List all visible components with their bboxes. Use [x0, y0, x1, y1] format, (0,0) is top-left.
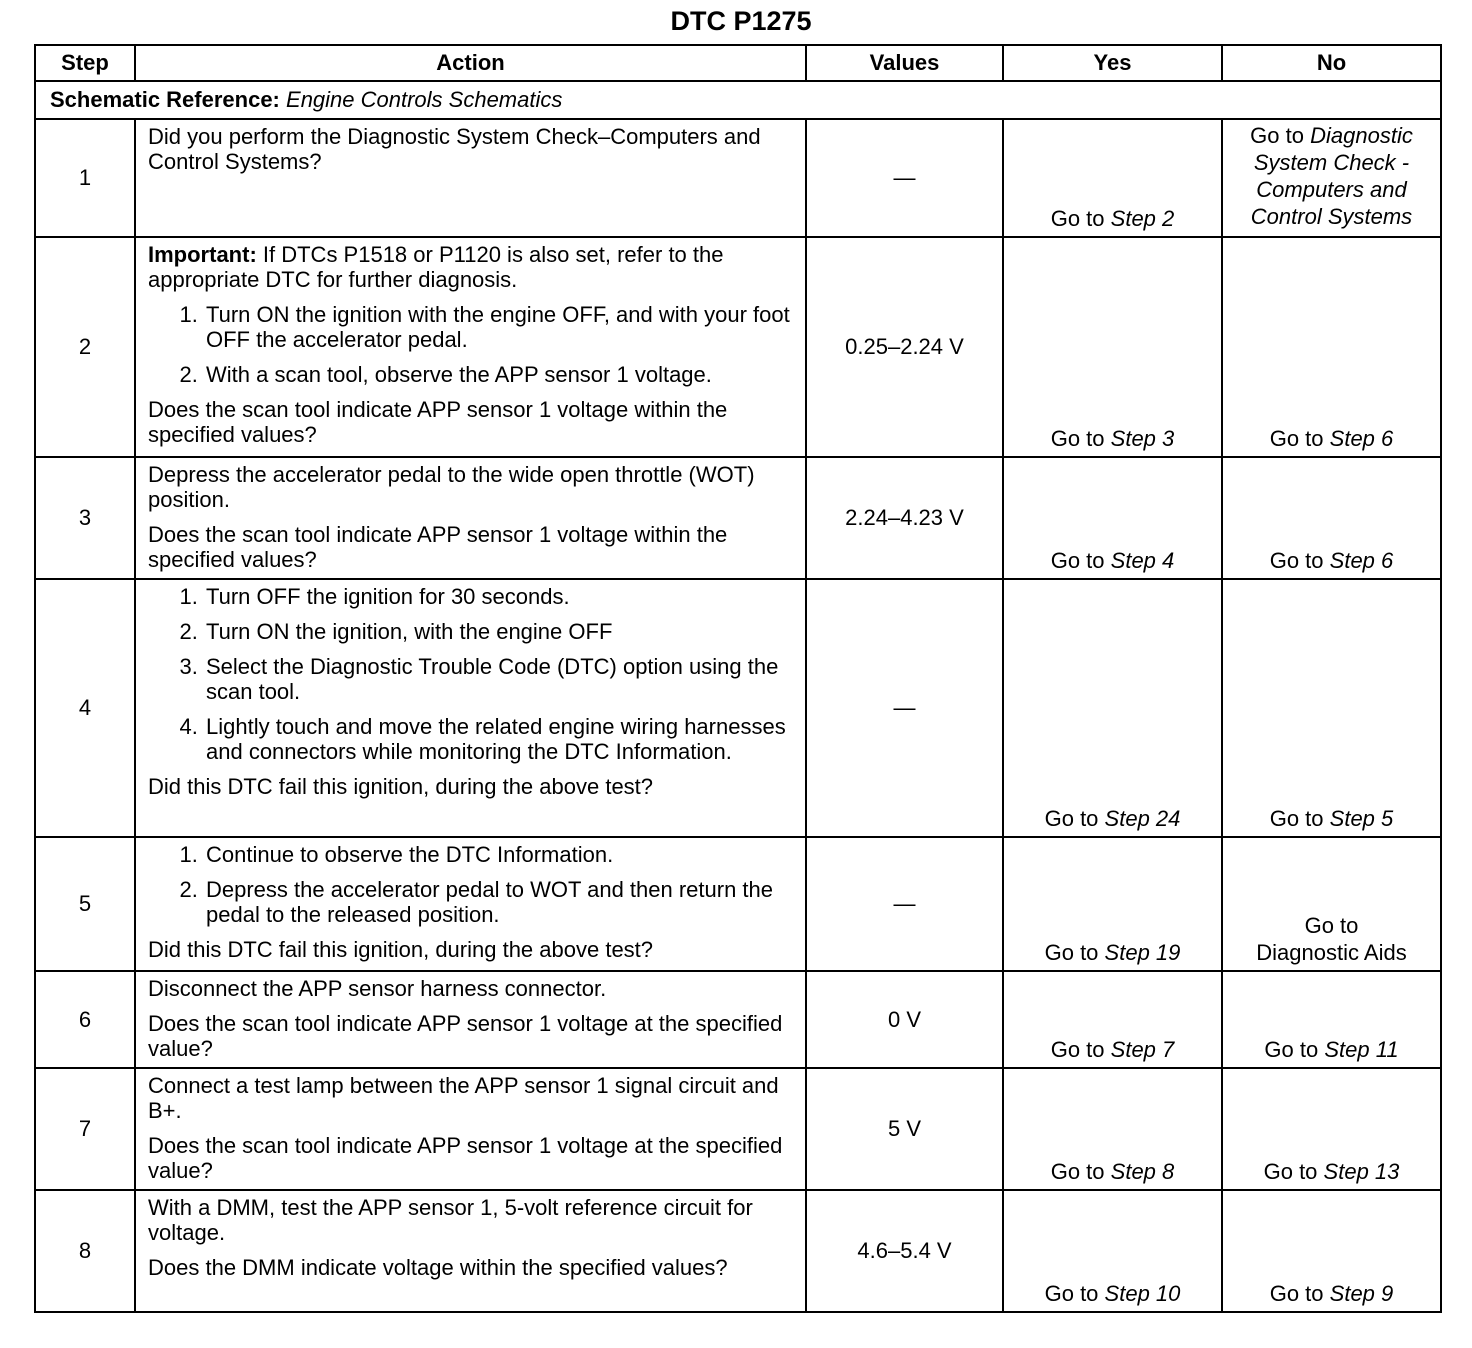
no-link[interactable]: Step 6: [1329, 548, 1394, 573]
yes-cell: [1003, 837, 1222, 971]
no-cell: [1222, 1068, 1441, 1190]
value-cell: 0.25–2.24 V: [806, 237, 1003, 457]
list-item: 1. Turn OFF the ignition for 30 seconds.: [204, 584, 795, 609]
value-cell: 2.24–4.23 V: [806, 457, 1003, 579]
go-to-label: Go to: [1050, 206, 1105, 231]
value-cell: —: [806, 579, 1003, 837]
table-row: [35, 971, 1441, 1068]
go-to-label: Go to: [1269, 806, 1324, 831]
step-number: 1: [35, 119, 135, 237]
procedure-list: [148, 842, 795, 927]
no-cell: [1222, 457, 1441, 579]
list-item: 4. Lightly touch and move the related engine wiring harnesses and connectors while monitoring the DTC Information.: [204, 714, 795, 764]
list-item: 2. Depress the accelerator pedal to WOT and then return the pedal to the released position.: [204, 877, 795, 927]
yes-cell: [1003, 119, 1222, 237]
table-row: [35, 237, 1441, 457]
header-row: [35, 45, 1441, 81]
yes-link[interactable]: Step 7: [1110, 1037, 1175, 1062]
yes-link[interactable]: Step 10: [1104, 1281, 1181, 1306]
no-link-line4[interactable]: Control Systems: [1250, 204, 1413, 229]
no-link-line1[interactable]: Diagnostic: [1310, 123, 1413, 148]
action-question: Does the DMM indicate voltage within the specified values?: [148, 1255, 728, 1280]
yes-cell: [1003, 971, 1222, 1068]
no-link-line2[interactable]: System Check -: [1253, 150, 1410, 175]
action-text: Did you perform the Diagnostic System Check–Computers and Control Systems?: [148, 124, 761, 174]
list-item: 2. With a scan tool, observe the APP sensor 1 voltage.: [204, 362, 795, 387]
action-cell: [135, 237, 806, 457]
schematic-value: Engine Controls Schematics: [286, 87, 563, 112]
action-question: Does the scan tool indicate APP sensor 1 voltage within the specified values?: [148, 397, 728, 447]
go-to-label: Go to: [1269, 548, 1324, 573]
no-link[interactable]: Diagnostic Aids: [1256, 940, 1407, 965]
no-link[interactable]: Step 11: [1324, 1037, 1399, 1062]
table-row: [35, 119, 1441, 237]
header-action: Action: [135, 45, 806, 81]
no-link-line3[interactable]: Computers and: [1256, 177, 1407, 202]
list-item: 1. Continue to observe the DTC Information.: [204, 842, 795, 867]
step-number: 6: [35, 971, 135, 1068]
list-item: 2. Turn ON the ignition, with the engine OFF: [204, 619, 795, 644]
page-title: DTC P1275: [670, 6, 812, 36]
header-step: Step: [35, 45, 135, 81]
go-to-label: Go to: [1269, 1281, 1324, 1306]
table-row: [35, 457, 1441, 579]
action-question: Does the scan tool indicate APP sensor 1 voltage at the specified value?: [148, 1011, 783, 1061]
yes-cell: [1003, 237, 1222, 457]
go-to-label: Go to: [1269, 426, 1324, 451]
diagnostic-table: [34, 44, 1442, 1313]
header-yes: Yes: [1003, 45, 1222, 81]
go-to-label: Go to: [1050, 1159, 1105, 1184]
action-cell: [135, 119, 806, 237]
action-question: Does the scan tool indicate APP sensor 1 voltage at the specified value?: [148, 1133, 783, 1183]
step-number: 2: [35, 237, 135, 457]
no-link[interactable]: Step 6: [1329, 426, 1394, 451]
schematic-row: [35, 81, 1441, 119]
header-values: Values: [806, 45, 1003, 81]
yes-link[interactable]: Step 8: [1110, 1159, 1175, 1184]
table-row: [35, 837, 1441, 971]
no-link[interactable]: Step 9: [1329, 1281, 1394, 1306]
value-cell: —: [806, 837, 1003, 971]
yes-link[interactable]: Step 4: [1110, 548, 1175, 573]
go-to-label: Go to: [1044, 806, 1099, 831]
action-cell: [135, 837, 806, 971]
action-question: Did this DTC fail this ignition, during the above test?: [148, 937, 654, 962]
go-to-label: Go to: [1050, 1037, 1105, 1062]
value-cell: —: [806, 119, 1003, 237]
no-cell: [1222, 237, 1441, 457]
step-number: 5: [35, 837, 135, 971]
step-number: 8: [35, 1190, 135, 1312]
step-number: 3: [35, 457, 135, 579]
important-label: Important:: [148, 242, 257, 267]
go-to-label: Go to: [1044, 1281, 1099, 1306]
action-text: Disconnect the APP sensor harness connector.: [148, 976, 607, 1001]
step-number: 7: [35, 1068, 135, 1190]
action-text: Depress the accelerator pedal to the wide open throttle (WOT) position.: [148, 462, 755, 512]
go-to-label: Go to: [1263, 1159, 1318, 1184]
action-text: Connect a test lamp between the APP sensor 1 signal circuit and B+.: [148, 1073, 779, 1123]
yes-link[interactable]: Step 24: [1104, 806, 1181, 831]
action-cell: [135, 457, 806, 579]
header-no: No: [1222, 45, 1441, 81]
yes-link[interactable]: Step 2: [1110, 206, 1175, 231]
action-question: Does the scan tool indicate APP sensor 1 voltage within the specified values?: [148, 522, 728, 572]
no-link[interactable]: Step 13: [1323, 1159, 1400, 1184]
no-link[interactable]: Step 5: [1329, 806, 1394, 831]
procedure-list: [148, 302, 795, 387]
table-row: [35, 579, 1441, 837]
yes-cell: [1003, 1190, 1222, 1312]
yes-link[interactable]: Step 3: [1110, 426, 1175, 451]
no-cell: [1222, 971, 1441, 1068]
important-note: [148, 242, 795, 292]
important-text: If DTCs P1518 or P1120 is also set, refer to the appropriate DTC for further diagnosis.: [148, 242, 724, 292]
schematic-label: Schematic Reference:: [50, 87, 280, 112]
no-cell: [1222, 119, 1441, 237]
action-question: Did this DTC fail this ignition, during the above test?: [148, 774, 654, 799]
go-to-label: Go to: [1050, 426, 1105, 451]
schematic-reference: [35, 81, 1441, 119]
list-item: 3. Select the Diagnostic Trouble Code (DTC) option using the scan tool.: [204, 654, 795, 704]
action-cell: [135, 971, 806, 1068]
action-cell: [135, 1068, 806, 1190]
go-to-label: Go to: [1264, 1037, 1319, 1062]
value-cell: 4.6–5.4 V: [806, 1190, 1003, 1312]
no-cell: [1222, 1190, 1441, 1312]
value-cell: 0 V: [806, 971, 1003, 1068]
go-to-label: Go to: [1050, 548, 1105, 573]
yes-cell: [1003, 1068, 1222, 1190]
table-row: [35, 1068, 1441, 1190]
yes-link[interactable]: Step 19: [1104, 940, 1181, 965]
value-cell: 5 V: [806, 1068, 1003, 1190]
action-cell: [135, 1190, 806, 1312]
yes-cell: [1003, 457, 1222, 579]
no-cell: [1222, 837, 1441, 971]
action-text: With a DMM, test the APP sensor 1, 5-volt reference circuit for voltage.: [148, 1195, 753, 1245]
yes-cell: [1003, 579, 1222, 837]
go-to-label: Go to: [1044, 940, 1099, 965]
procedure-list: [148, 584, 795, 764]
action-cell: [135, 579, 806, 837]
go-to-label: Go to: [1304, 913, 1359, 938]
no-cell: [1222, 579, 1441, 837]
list-item: 1. Turn ON the ignition with the engine OFF, and with your foot OFF the accelerator pedal.: [204, 302, 795, 352]
table-row: [35, 1190, 1441, 1312]
go-to-label: Go to: [1250, 123, 1304, 148]
step-number: 4: [35, 579, 135, 837]
